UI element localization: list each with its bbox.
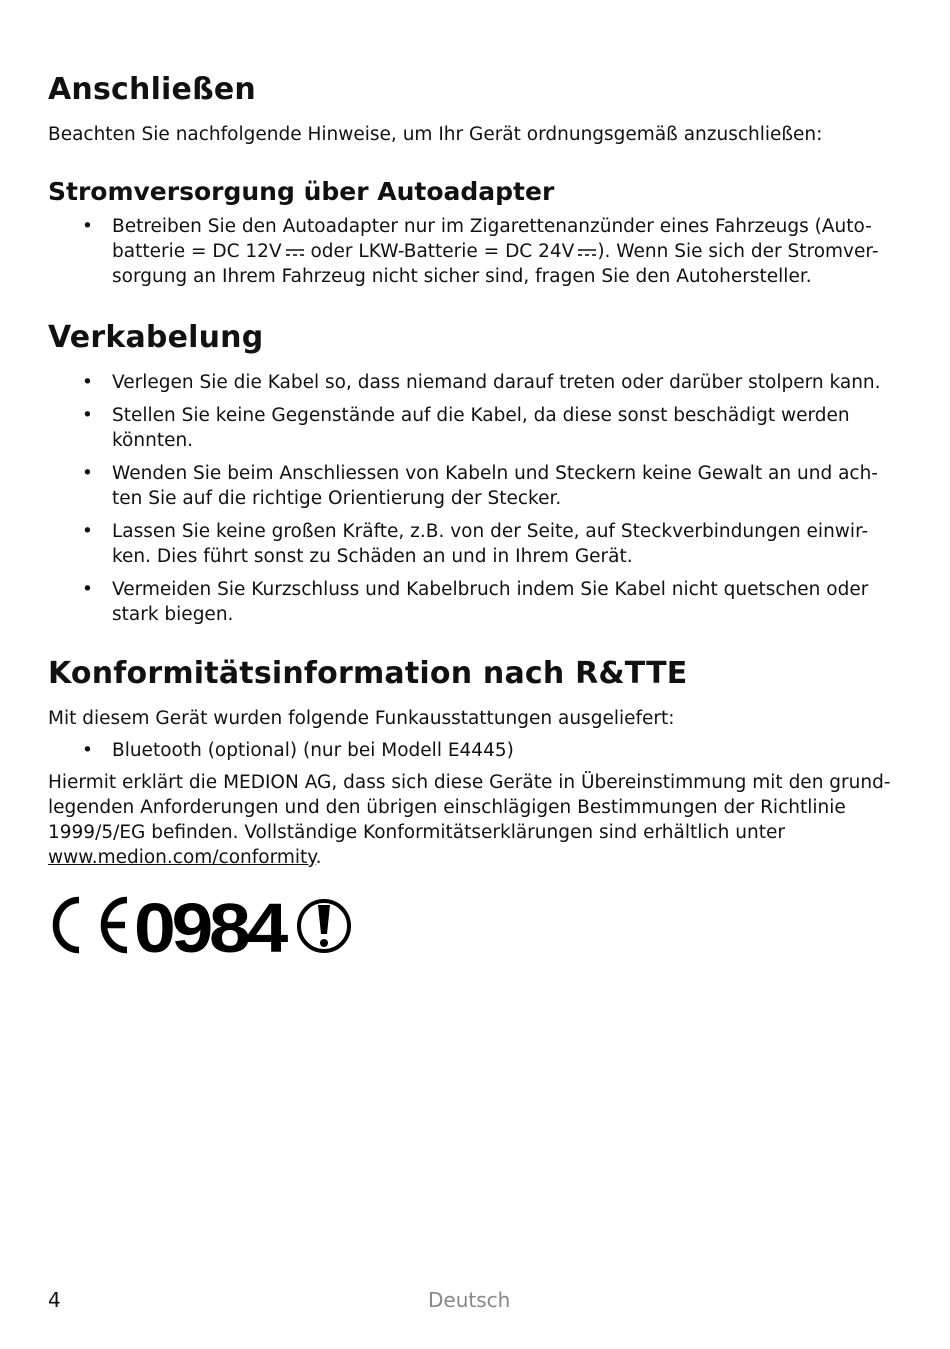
stromversorgung-text-3: ). Wenn Sie sich der Stromver-sorgung an Ihrem Fahrzeug nicht sicher sind, fragen Sie den Autohersteller. [112,241,879,287]
verkabelung-list [48,370,898,627]
dc-symbol-icon [577,247,597,257]
section-title-verkabelung: Verkabelung [48,320,264,355]
stromversorgung-text-2: oder LKW-Batterie = DC 24V [304,241,575,262]
list-item: • Verlegen Sie die Kabel so, dass niemand darauf treten oder darüber stolpern kann. [48,370,898,395]
section-title-anschliessen: Anschließen [48,72,256,107]
ce-mark [48,890,368,960]
konformitaet-declaration [48,770,898,870]
stromversorgung-list [48,214,898,289]
ce-e-icon [104,900,127,950]
page-number: 4 [48,1288,61,1312]
list-item: • Bluetooth (optional) (nur bei Modell E4445) [48,738,898,763]
list-item [48,214,898,289]
list-item: • Wenden Sie beim Anschliessen von Kabeln und Steckern keine Gewalt an und ach-ten Sie auf die richtige Orientierung der Stecker. [48,461,898,511]
ce-c-icon [56,900,79,950]
dc-symbol-icon [285,247,305,257]
declaration-text: Hiermit erklärt die MEDION AG, dass sich diese Geräte in Übereinstimmung mit den grund-legenden Anforderungen und den übrigen einschlägigen Bestimmungen der Richtlinie 1999/5/EG befinden. Vollständige Konformitätserklärungen sind erhältlich unter [48,772,891,843]
notified-body-number: 0984 [134,890,289,960]
list-item: • Lassen Sie keine großen Kräfte, z.B. von der Seite, auf Steckverbindungen einwir-ken. Dies führt sonst zu Schäden an und in Ihrem Gerät. [48,519,898,569]
alert-exclamation-icon [318,905,330,934]
footer-language: Deutsch [428,1288,511,1312]
section-title-stromversorgung: Stromversorgung über Autoadapter [48,177,555,206]
konformitaet-intro: Mit diesem Gerät wurden folgende Funkausstattungen ausgeliefert: [48,708,675,729]
conformity-link[interactable]: www.medion.com/conformity [48,847,316,868]
declaration-period: . [315,847,322,868]
stromversorgung-text-1: Betreiben Sie den Autoadapter nur im Zigarettenanzünder eines Fahrzeugs (Auto-batterie = DC 12V [112,216,872,262]
list-item: • Stellen Sie keine Gegenstände auf die Kabel, da diese sonst beschädigt werden könnten. [48,403,898,453]
anschliessen-intro: Beachten Sie nachfolgende Hinweise, um Ihr Gerät ordnungsgemäß anzuschließen: [48,124,823,145]
list-item: • Vermeiden Sie Kurzschluss und Kabelbruch indem Sie Kabel nicht quetschen oder stark biegen. [48,577,898,627]
funkausstattung-list [48,738,898,763]
section-title-konformitaet: Konformitätsinformation nach R&TTE [48,656,688,691]
